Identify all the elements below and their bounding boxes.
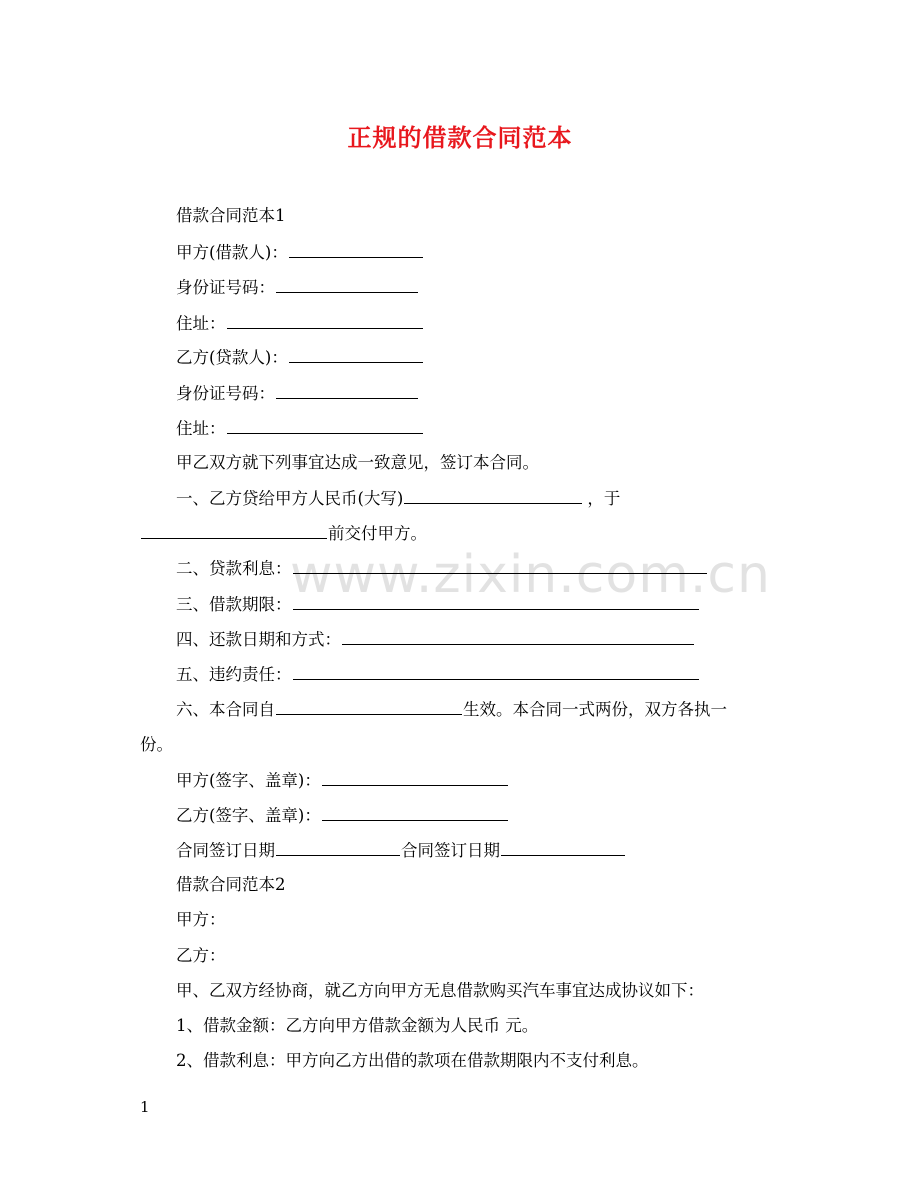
fill-blank[interactable] <box>322 769 508 786</box>
fill-blank[interactable] <box>404 487 582 504</box>
fill-blank[interactable] <box>141 522 327 539</box>
fill-blank[interactable] <box>322 804 508 821</box>
party-b-label: 乙方： <box>176 946 226 965</box>
fill-blank[interactable] <box>276 698 462 715</box>
agreement-text: 甲乙双方就下列事宜达成一致意见，签订本合同。 <box>176 453 539 472</box>
fill-blank[interactable] <box>276 382 418 399</box>
fill-blank[interactable] <box>501 839 625 856</box>
id-number-line: 身份证号码： <box>176 276 419 299</box>
clause-6-cont: 份。 <box>140 735 173 754</box>
clause-6: 六、本合同自 生效。本合同一式两份，双方各执一 <box>176 700 727 719</box>
signing-date-line: 合同签订日期 合同签订日期 <box>176 839 626 862</box>
fill-blank[interactable] <box>342 628 694 645</box>
fill-blank[interactable] <box>227 312 423 329</box>
fill-blank[interactable] <box>289 346 423 363</box>
fill-blank[interactable] <box>293 663 699 680</box>
fill-blank[interactable] <box>293 593 699 610</box>
party-b-line: 乙方(贷款人)： <box>176 346 424 369</box>
party-a-label: 甲方： <box>176 910 226 929</box>
address-line: 住址： <box>176 417 424 440</box>
address-line: 住址： <box>176 312 424 335</box>
agreement-intro: 甲、乙双方经协商，就乙方向甲方无息借款购买汽车事宜达成协议如下： <box>176 981 704 1000</box>
section-heading-1: 借款合同范本1 <box>176 206 286 225</box>
loan-interest-clause: 2、借款利息：甲方向乙方出借的款项在借款期限内不支付利息。 <box>176 1051 649 1070</box>
fill-blank[interactable] <box>276 276 418 293</box>
clause-1-cont: 前交付甲方。 <box>140 522 427 545</box>
document-title: 正规的借款合同范本 <box>347 123 573 152</box>
watermark: www.zixin.com.cn <box>290 545 771 605</box>
fill-blank[interactable] <box>276 839 400 856</box>
clause-4: 四、还款日期和方式： <box>176 628 695 651</box>
clause-2: 二、贷款利息： <box>176 557 708 580</box>
signature-party-b: 乙方(签字、盖章)： <box>176 804 509 827</box>
signature-party-a: 甲方(签字、盖章)： <box>176 769 509 792</box>
fill-blank[interactable] <box>289 241 423 258</box>
loan-amount-clause: 1、借款金额：乙方向甲方借款金额为人民币 元。 <box>176 1016 539 1035</box>
clause-1: 一、乙方贷给甲方人民币(大写) ，于 <box>176 489 621 508</box>
fill-blank[interactable] <box>227 417 423 434</box>
section-heading-2: 借款合同范本2 <box>176 875 286 894</box>
id-number-line: 身份证号码： <box>176 382 419 405</box>
fill-blank[interactable] <box>293 557 707 574</box>
page-number: 1 <box>140 1098 150 1116</box>
clause-3: 三、借款期限： <box>176 593 700 616</box>
party-a-line: 甲方(借款人)： <box>176 241 424 264</box>
clause-5: 五、违约责任： <box>176 663 700 686</box>
